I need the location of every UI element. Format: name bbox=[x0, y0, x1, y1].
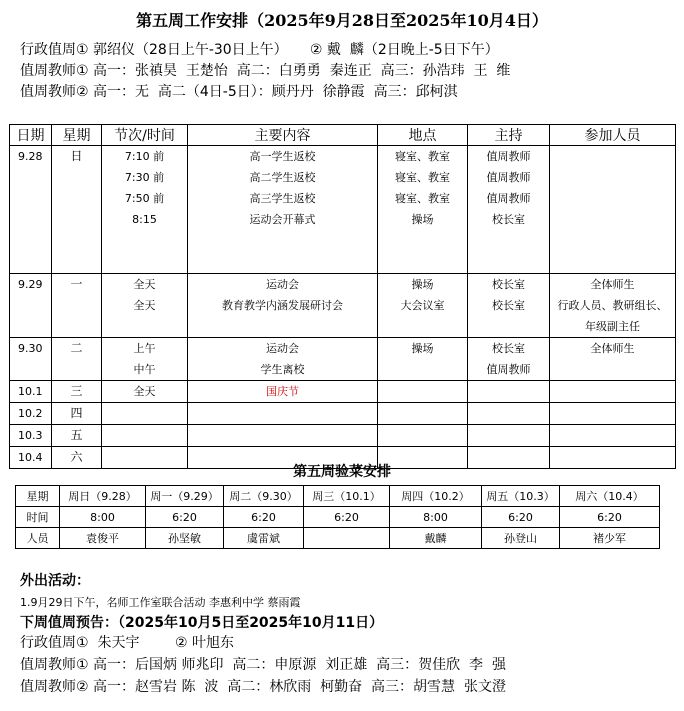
time-line: 7:50 前 bbox=[124, 192, 165, 205]
vegetable-header-cell: 周一（9.29） bbox=[146, 486, 224, 507]
people-cell bbox=[550, 425, 676, 447]
place-line: 操场 bbox=[411, 342, 434, 355]
vegetable-person-cell: 戴麟 bbox=[390, 528, 482, 549]
content-cell bbox=[188, 425, 378, 447]
place-cell bbox=[378, 381, 468, 403]
time-line: 8:15 bbox=[132, 213, 157, 226]
vegetable-time-row bbox=[16, 507, 660, 528]
vegetable-header-cell: 周六（10.4） bbox=[560, 486, 660, 507]
host-line: 值周教师 bbox=[486, 363, 531, 376]
content-cell bbox=[188, 274, 378, 338]
vegetable-time-cell: 6:20 bbox=[224, 507, 304, 528]
host-line: 值周教师 bbox=[486, 150, 531, 163]
date-cell: 10.4 bbox=[10, 447, 52, 469]
outing-item: 1.9月29日下午，名师工作室联合活动 李惠利中学 蔡雨霞 bbox=[20, 596, 301, 609]
col-header: 主持 bbox=[468, 125, 550, 146]
vegetable-person-cell: 孙坚敏 bbox=[146, 528, 224, 549]
vegetable-header-row bbox=[16, 486, 660, 507]
people-line: 年级副主任 bbox=[585, 320, 640, 333]
content-cell bbox=[188, 146, 378, 274]
vegetable-header-cell: 周二（9.30） bbox=[224, 486, 304, 507]
place-cell bbox=[378, 403, 468, 425]
weekday-cell: 四 bbox=[52, 403, 102, 425]
next-teacher-duty-2: 值周教师② 高一：赵雪岩 陈 波 高二：林欣雨 柯勤奋 高三：胡雪慧 张文澄 bbox=[20, 679, 506, 695]
place-line: 寝室、教室 bbox=[395, 150, 450, 163]
host-line: 校长室 bbox=[492, 299, 525, 312]
time-cell bbox=[102, 403, 188, 425]
schedule-row bbox=[10, 403, 676, 425]
vegetable-time-cell: 6:20 bbox=[146, 507, 224, 528]
next-week-heading: 下周值周预告：（2025年10月5日至2025年10月11日） bbox=[20, 615, 384, 631]
content-line: 教育教学内涵发展研讨会 bbox=[222, 299, 343, 312]
content-cell bbox=[188, 338, 378, 381]
host-cell bbox=[468, 338, 550, 381]
schedule-table bbox=[9, 124, 676, 469]
host-cell bbox=[468, 425, 550, 447]
col-header: 地点 bbox=[378, 125, 468, 146]
time-cell bbox=[102, 274, 188, 338]
col-header: 参加人员 bbox=[550, 125, 676, 146]
vegetable-header-cell: 周日（9.28） bbox=[60, 486, 146, 507]
schedule-row bbox=[10, 274, 676, 338]
weekday-cell: 日 bbox=[52, 146, 102, 274]
vegetable-time-cell: 6:20 bbox=[482, 507, 560, 528]
col-header: 节次/时间 bbox=[102, 125, 188, 146]
weekday-cell: 三 bbox=[52, 381, 102, 403]
weekday-cell: 一 bbox=[52, 274, 102, 338]
date-cell: 9.29 bbox=[10, 274, 52, 338]
place-cell bbox=[378, 425, 468, 447]
vegetable-people-row bbox=[16, 528, 660, 549]
people-line: 行政人员、教研组长、 bbox=[557, 299, 668, 312]
row-label: 时间 bbox=[16, 507, 60, 528]
host-line: 值周教师 bbox=[486, 171, 531, 184]
people-cell bbox=[550, 338, 676, 381]
vegetable-person-cell: 孙登山 bbox=[482, 528, 560, 549]
place-cell bbox=[378, 146, 468, 274]
content-line: 高二学生返校 bbox=[249, 171, 316, 184]
weekday-cell: 五 bbox=[52, 425, 102, 447]
time-line: 7:10 前 bbox=[124, 150, 165, 163]
time-cell bbox=[102, 338, 188, 381]
people-cell bbox=[550, 381, 676, 403]
vegetable-header-cell: 星期 bbox=[16, 486, 60, 507]
content-line: 学生离校 bbox=[260, 363, 305, 376]
time-line: 上午 bbox=[133, 342, 156, 355]
date-cell: 9.28 bbox=[10, 146, 52, 274]
date-cell: 10.3 bbox=[10, 425, 52, 447]
teacher-duty-line-1: 值周教师① 高一：张禛昊 王楚怡 高二：白勇勇 秦连正 高三：孙浩玮 王 维 bbox=[20, 63, 511, 79]
place-line: 寝室、教室 bbox=[395, 171, 450, 184]
content-line: 高三学生返校 bbox=[249, 192, 316, 205]
host-cell bbox=[468, 403, 550, 425]
host-cell bbox=[468, 274, 550, 338]
host-cell bbox=[468, 146, 550, 274]
time-line: 全天 bbox=[133, 385, 156, 398]
place-cell bbox=[378, 274, 468, 338]
time-line: 全天 bbox=[133, 299, 156, 312]
time-cell bbox=[102, 425, 188, 447]
schedule-row bbox=[10, 146, 676, 274]
vegetable-person-cell bbox=[304, 528, 390, 549]
schedule-header-row bbox=[10, 125, 676, 146]
place-line: 大会议室 bbox=[400, 299, 445, 312]
host-line: 校长室 bbox=[492, 278, 525, 291]
content-line: 高一学生返校 bbox=[249, 150, 316, 163]
next-admin-duty: 行政值周① 朱天宇 ② 叶旭东 bbox=[20, 635, 235, 651]
teacher-duty-line-2: 值周教师② 高一：无 高二（4日-5日）：顾丹丹 徐静霞 高三：邱柯淇 bbox=[20, 84, 458, 100]
row-label: 人员 bbox=[16, 528, 60, 549]
place-line: 寝室、教室 bbox=[395, 192, 450, 205]
date-cell: 10.2 bbox=[10, 403, 52, 425]
schedule-row bbox=[10, 381, 676, 403]
host-cell bbox=[468, 381, 550, 403]
people-line: 全体师生 bbox=[590, 278, 635, 291]
vegetable-header-cell: 周三（10.1） bbox=[304, 486, 390, 507]
people-cell bbox=[550, 146, 676, 274]
schedule-row bbox=[10, 338, 676, 381]
vegetable-time-cell: 6:20 bbox=[560, 507, 660, 528]
vegetable-time-cell: 8:00 bbox=[60, 507, 146, 528]
time-cell bbox=[102, 146, 188, 274]
host-line: 校长室 bbox=[492, 342, 525, 355]
vegetable-table bbox=[15, 485, 660, 549]
admin-duty-line: 行政值周① 郭绍仪（28日上午-30日上午） ② 戴 麟（2日晚上-5日下午） bbox=[20, 42, 499, 58]
time-line: 中午 bbox=[133, 363, 156, 376]
col-header: 日期 bbox=[10, 125, 52, 146]
content-cell bbox=[188, 403, 378, 425]
content-cell bbox=[188, 381, 378, 403]
content-line: 国庆节 bbox=[266, 385, 299, 398]
date-cell: 9.30 bbox=[10, 338, 52, 381]
time-line: 全天 bbox=[133, 278, 156, 291]
vegetable-time-cell: 6:20 bbox=[304, 507, 390, 528]
col-header: 星期 bbox=[52, 125, 102, 146]
content-line: 运动会 bbox=[266, 342, 299, 355]
place-line: 操场 bbox=[411, 278, 434, 291]
people-line: 全体师生 bbox=[590, 342, 635, 355]
place-line: 操场 bbox=[411, 213, 434, 226]
host-line: 校长室 bbox=[492, 213, 525, 226]
vegetable-time-cell: 8:00 bbox=[390, 507, 482, 528]
content-line: 运动会 bbox=[266, 278, 299, 291]
outing-heading: 外出活动： bbox=[20, 573, 90, 589]
schedule-row bbox=[10, 425, 676, 447]
page-title: 第五周工作安排（2025年9月28日至2025年10月4日） bbox=[136, 11, 548, 30]
vegetable-person-cell: 袁俊平 bbox=[60, 528, 146, 549]
vegetable-header-cell: 周四（10.2） bbox=[390, 486, 482, 507]
time-cell bbox=[102, 381, 188, 403]
content-line: 运动会开幕式 bbox=[249, 213, 316, 226]
people-cell bbox=[550, 274, 676, 338]
vegetable-header-cell: 周五（10.3） bbox=[482, 486, 560, 507]
weekday-cell: 二 bbox=[52, 338, 102, 381]
people-cell bbox=[550, 403, 676, 425]
date-cell: 10.1 bbox=[10, 381, 52, 403]
next-teacher-duty-1: 值周教师① 高一：后国炳 师兆印 高二：申原源 刘正雄 高三：贺佳欣 李 强 bbox=[20, 657, 506, 673]
place-cell bbox=[378, 338, 468, 381]
vegetable-person-cell: 虞雷斌 bbox=[224, 528, 304, 549]
vegetable-person-cell: 褚少军 bbox=[560, 528, 660, 549]
vegetable-title: 第五周验菜安排 bbox=[293, 464, 391, 480]
weekday-cell: 六 bbox=[52, 447, 102, 469]
host-line: 值周教师 bbox=[486, 192, 531, 205]
col-header: 主要内容 bbox=[188, 125, 378, 146]
time-line: 7:30 前 bbox=[124, 171, 165, 184]
